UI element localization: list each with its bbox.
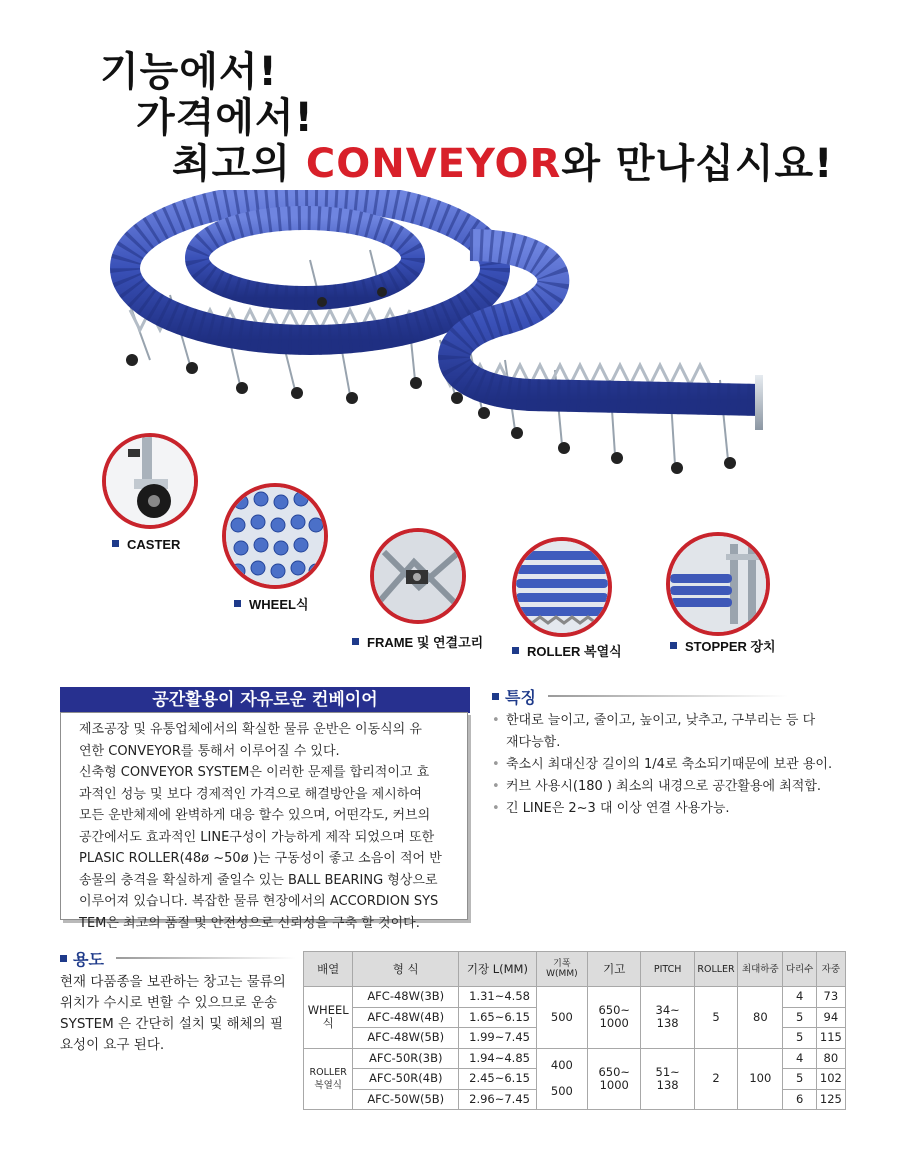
cell-length: 2.96~7.45 <box>459 1089 537 1110</box>
header-max-load: 최대하중 <box>738 952 783 987</box>
bullet-square-icon <box>60 955 67 962</box>
usage-divider <box>116 957 296 959</box>
header-length: 기장 L(MM) <box>459 952 537 987</box>
cell-arrangement: WHEEL 식 <box>304 987 353 1049</box>
cell-height: 650~ 1000 <box>588 987 641 1049</box>
cell-weight: 125 <box>816 1089 845 1110</box>
stopper-photo <box>666 532 770 636</box>
cell-length: 2.45~6.15 <box>459 1069 537 1090</box>
bullet-square-icon <box>670 642 677 649</box>
headline-prefix: 최고의 <box>172 141 306 187</box>
header-legs: 다리수 <box>783 952 816 987</box>
features-heading: 특징 <box>492 685 536 708</box>
cell-legs: 4 <box>783 987 816 1008</box>
feature-item: • 축소시 최대신장 길이의 1/4로 축소되기때문에 보관 용이. <box>492 754 872 776</box>
table-header-row <box>304 952 846 987</box>
caption-stopper: STOPPER 장치 <box>670 636 776 655</box>
cell-roller: 2 <box>694 1048 737 1110</box>
cell-weight: 115 <box>816 1028 845 1049</box>
body-line: 이루어져 있습니다. 복잡한 물류 현장에서의 ACCORDION SYS <box>79 894 439 909</box>
cell-width: 500 <box>536 987 587 1049</box>
cell-type: AFC-50W(5B) <box>353 1089 459 1110</box>
cell-max-load: 80 <box>738 987 783 1049</box>
cell-length: 1.31~4.58 <box>459 987 537 1008</box>
caption-frame: FRAME 및 연결고리 <box>352 632 483 651</box>
cell-max-load: 100 <box>738 1048 783 1110</box>
header-roller: ROLLER <box>694 952 737 987</box>
feature-item: • 한대로 늘이고, 줄이고, 높이고, 낮추고, 구부리는 등 다재다능함. <box>492 710 826 754</box>
cell-legs: 5 <box>783 1028 816 1049</box>
cell-height: 650~ 1000 <box>588 1048 641 1110</box>
body-line: TEM은 최고의 품질 및 안전성으로 신뢰성을 구축 할 것이다. <box>79 915 420 931</box>
cell-legs: 5 <box>783 1007 816 1028</box>
header-width: 기폭 W(MM) <box>536 952 587 987</box>
bullet-square-icon <box>352 638 359 645</box>
cell-type: AFC-50R(3B) <box>353 1048 459 1069</box>
body-line: PLASIC ROLLER(48ø ~50ø )는 구동성이 좋고 소음이 적어 반 <box>79 851 442 866</box>
features-divider <box>548 695 788 697</box>
header-weight: 자중 <box>816 952 845 987</box>
bullet-square-icon <box>512 647 519 654</box>
headline-line-1: 기능에서! <box>100 49 278 95</box>
cell-pitch: 51~ 138 <box>641 1048 694 1110</box>
headline-line-3 <box>172 132 833 189</box>
body-line: 신축형 CONVEYOR SYSTEM은 이러한 문제를 합리적이고 효 <box>79 765 430 780</box>
conveyor-hero-image <box>110 190 790 520</box>
caption-caster: CASTER <box>112 537 180 552</box>
frame-photo <box>370 528 466 624</box>
cell-weight: 80 <box>816 1048 845 1069</box>
table-row <box>304 987 846 1008</box>
caption-wheel: WHEEL식 <box>234 594 309 613</box>
space-section-title: 공간활용이 자유로운 컨베이어 <box>60 687 470 713</box>
usage-text: 현재 다품종을 보관하는 창고는 물류의 위치가 수시로 변할 수 있으므로 운송 SYSTEM 은 간단히 설치 및 해체의 필요성이 요구 된다. <box>60 974 286 1053</box>
frame-link-icon <box>374 532 462 620</box>
body-line: 제조공장 및 유통업체에서의 확실한 물류 운반은 이동식의 유 <box>79 722 422 737</box>
headline-line-2: 가격에서! <box>136 95 314 141</box>
cell-arrangement: ROLLER 복열식 <box>304 1048 353 1110</box>
roller-photo <box>512 537 612 637</box>
header-arrangement: 배열 <box>304 952 353 987</box>
cell-legs: 6 <box>783 1089 816 1110</box>
cell-type: AFC-48W(3B) <box>353 987 459 1008</box>
caster-icon <box>106 437 194 525</box>
headline-suffix: 와 만나십시요! <box>561 141 834 187</box>
cell-width: 400 500 <box>536 1048 587 1110</box>
cell-legs: 5 <box>783 1069 816 1090</box>
header-type: 형 식 <box>353 952 459 987</box>
body-line: 송물의 충격을 확실하게 줄일수 있는 BALL BEARING 형상으로 <box>79 872 438 888</box>
cell-type: AFC-48W(5B) <box>353 1028 459 1049</box>
bullet-square-icon <box>112 540 119 547</box>
cell-type: AFC-48W(4B) <box>353 1007 459 1028</box>
header-height: 기고 <box>588 952 641 987</box>
body-line: 과적인 성능 및 보다 경제적인 가격으로 해결방안을 제시하여 <box>79 786 422 802</box>
features-list <box>492 710 872 820</box>
bullet-square-icon <box>492 693 499 700</box>
caption-roller: ROLLER 복열식 <box>512 641 622 660</box>
table-row <box>304 1048 846 1069</box>
spec-table <box>303 951 846 1110</box>
body-line: 연한 CONVEYOR를 통해서 이루어질 수 있다. <box>79 743 340 759</box>
body-line: 모든 운반체제에 완벽하게 대응 할수 있으며, 어떤각도, 커브의 <box>79 808 431 823</box>
feature-item: • 커브 사용시(180 ) 최소의 내경으로 공간활용에 최적합. <box>492 776 872 798</box>
cell-length: 1.65~6.15 <box>459 1007 537 1028</box>
feature-item: • 긴 LINE은 2~3 대 이상 연결 사용가능. <box>492 798 872 820</box>
caster-photo <box>102 433 198 529</box>
space-section-body <box>60 712 468 931</box>
cell-length: 1.99~7.45 <box>459 1028 537 1049</box>
stopper-icon <box>670 536 766 632</box>
cell-weight: 102 <box>816 1069 845 1090</box>
usage-heading: 용도 <box>60 947 104 970</box>
cell-weight: 73 <box>816 987 845 1008</box>
wheel-photo <box>222 483 328 589</box>
bullet-square-icon <box>234 600 241 607</box>
wheel-icon <box>226 487 324 585</box>
headline-accent: CONVEYOR <box>305 141 562 187</box>
cell-type: AFC-50R(4B) <box>353 1069 459 1090</box>
cell-legs: 4 <box>783 1048 816 1069</box>
cell-length: 1.94~4.85 <box>459 1048 537 1069</box>
header-pitch: PITCH <box>641 952 694 987</box>
cell-weight: 94 <box>816 1007 845 1028</box>
roller-icon <box>516 541 608 633</box>
cell-pitch: 34~ 138 <box>641 987 694 1049</box>
cell-roller: 5 <box>694 987 737 1049</box>
body-line: 공간에서도 효과적인 LINE구성이 가능하게 제작 되었으며 또한 <box>79 829 435 845</box>
